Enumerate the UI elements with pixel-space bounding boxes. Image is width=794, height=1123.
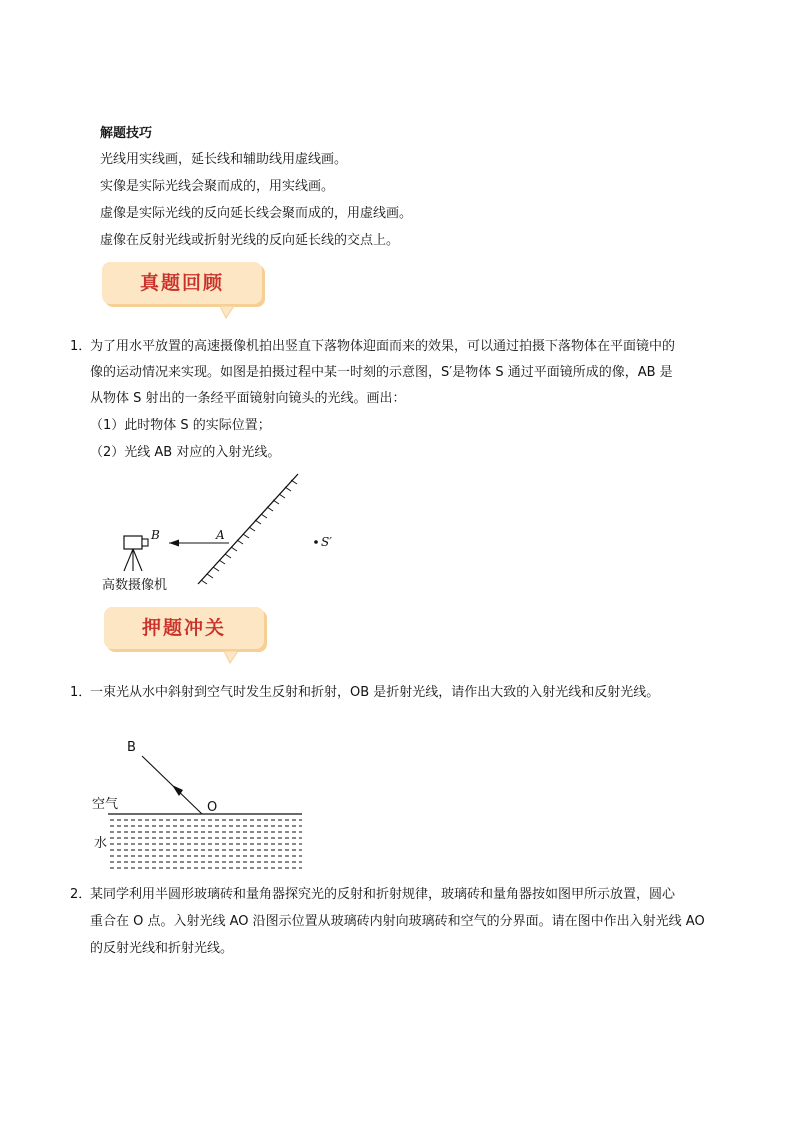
question-line: 一束光从水中斜射到空气时发生反射和折射，OB 是折射光线，请作出大致的入射光线和反射光线。 [90, 685, 660, 700]
image-point-s [314, 540, 318, 544]
label-b: B [127, 740, 136, 755]
tip-line: 实像是实际光线会聚而成的，用实线画。 [100, 179, 335, 194]
question-number: 1． [70, 339, 92, 354]
question-number: 2． [70, 887, 92, 902]
label-water: 水 [94, 836, 108, 851]
camera-icon [124, 536, 148, 571]
tip-line: 虚像是实际光线的反向延长线会聚而成的，用虚线画。 [100, 206, 413, 221]
label-s-prime: S′ [321, 535, 332, 549]
question-line: 某同学利用半圆形玻璃砖和量角器探究光的反射和折射规律，玻璃砖和量角器按如图甲所示放置，圆心 [90, 887, 676, 902]
tips-title: 解题技巧 [100, 126, 153, 141]
label-air: 空气 [92, 797, 119, 812]
question-subitem: （1）此时物体 S 的实际位置； [90, 418, 271, 433]
camera-caption: 高数摄像机 [102, 578, 168, 593]
label-b: B [151, 528, 160, 542]
question-number: 1． [70, 685, 92, 700]
tip-line: 虚像在反射光线或折射光线的反向延长线的交点上。 [100, 233, 400, 248]
section-banner [104, 607, 266, 651]
question-line: 从物体 S 射出的一条经平面镜射向镜头的光线。画出： [90, 391, 406, 406]
question-line: 的反射光线和折射光线。 [90, 941, 234, 956]
question-line: 为了用水平放置的高速摄像机拍出竖直下落物体迎面而来的效果，可以通过拍摄下落物体在平面镜中的 [90, 339, 676, 354]
label-o: O [207, 800, 218, 815]
section-banner [102, 262, 264, 306]
question-line: 重合在 O 点。入射光线 AO 沿图示位置从玻璃砖内射向玻璃砖和空气的分界面。请在图中作出入射光线 AO [90, 914, 705, 929]
section-banner-label: 押题冲关 [141, 617, 226, 639]
section-banner-label: 真题回顾 [139, 272, 224, 294]
question-subitem: （2）光线 AB 对应的入射光线。 [90, 445, 281, 460]
question-line: 像的运动情况来实现。如图是拍摄过程中某一时刻的示意图，S′是物体 S 通过平面镜所成的像，AB 是 [90, 365, 673, 380]
refraction-diagram [90, 730, 310, 880]
tip-line: 光线用实线画，延长线和辅助线用虚线画。 [100, 152, 348, 167]
label-a: A [216, 528, 225, 542]
